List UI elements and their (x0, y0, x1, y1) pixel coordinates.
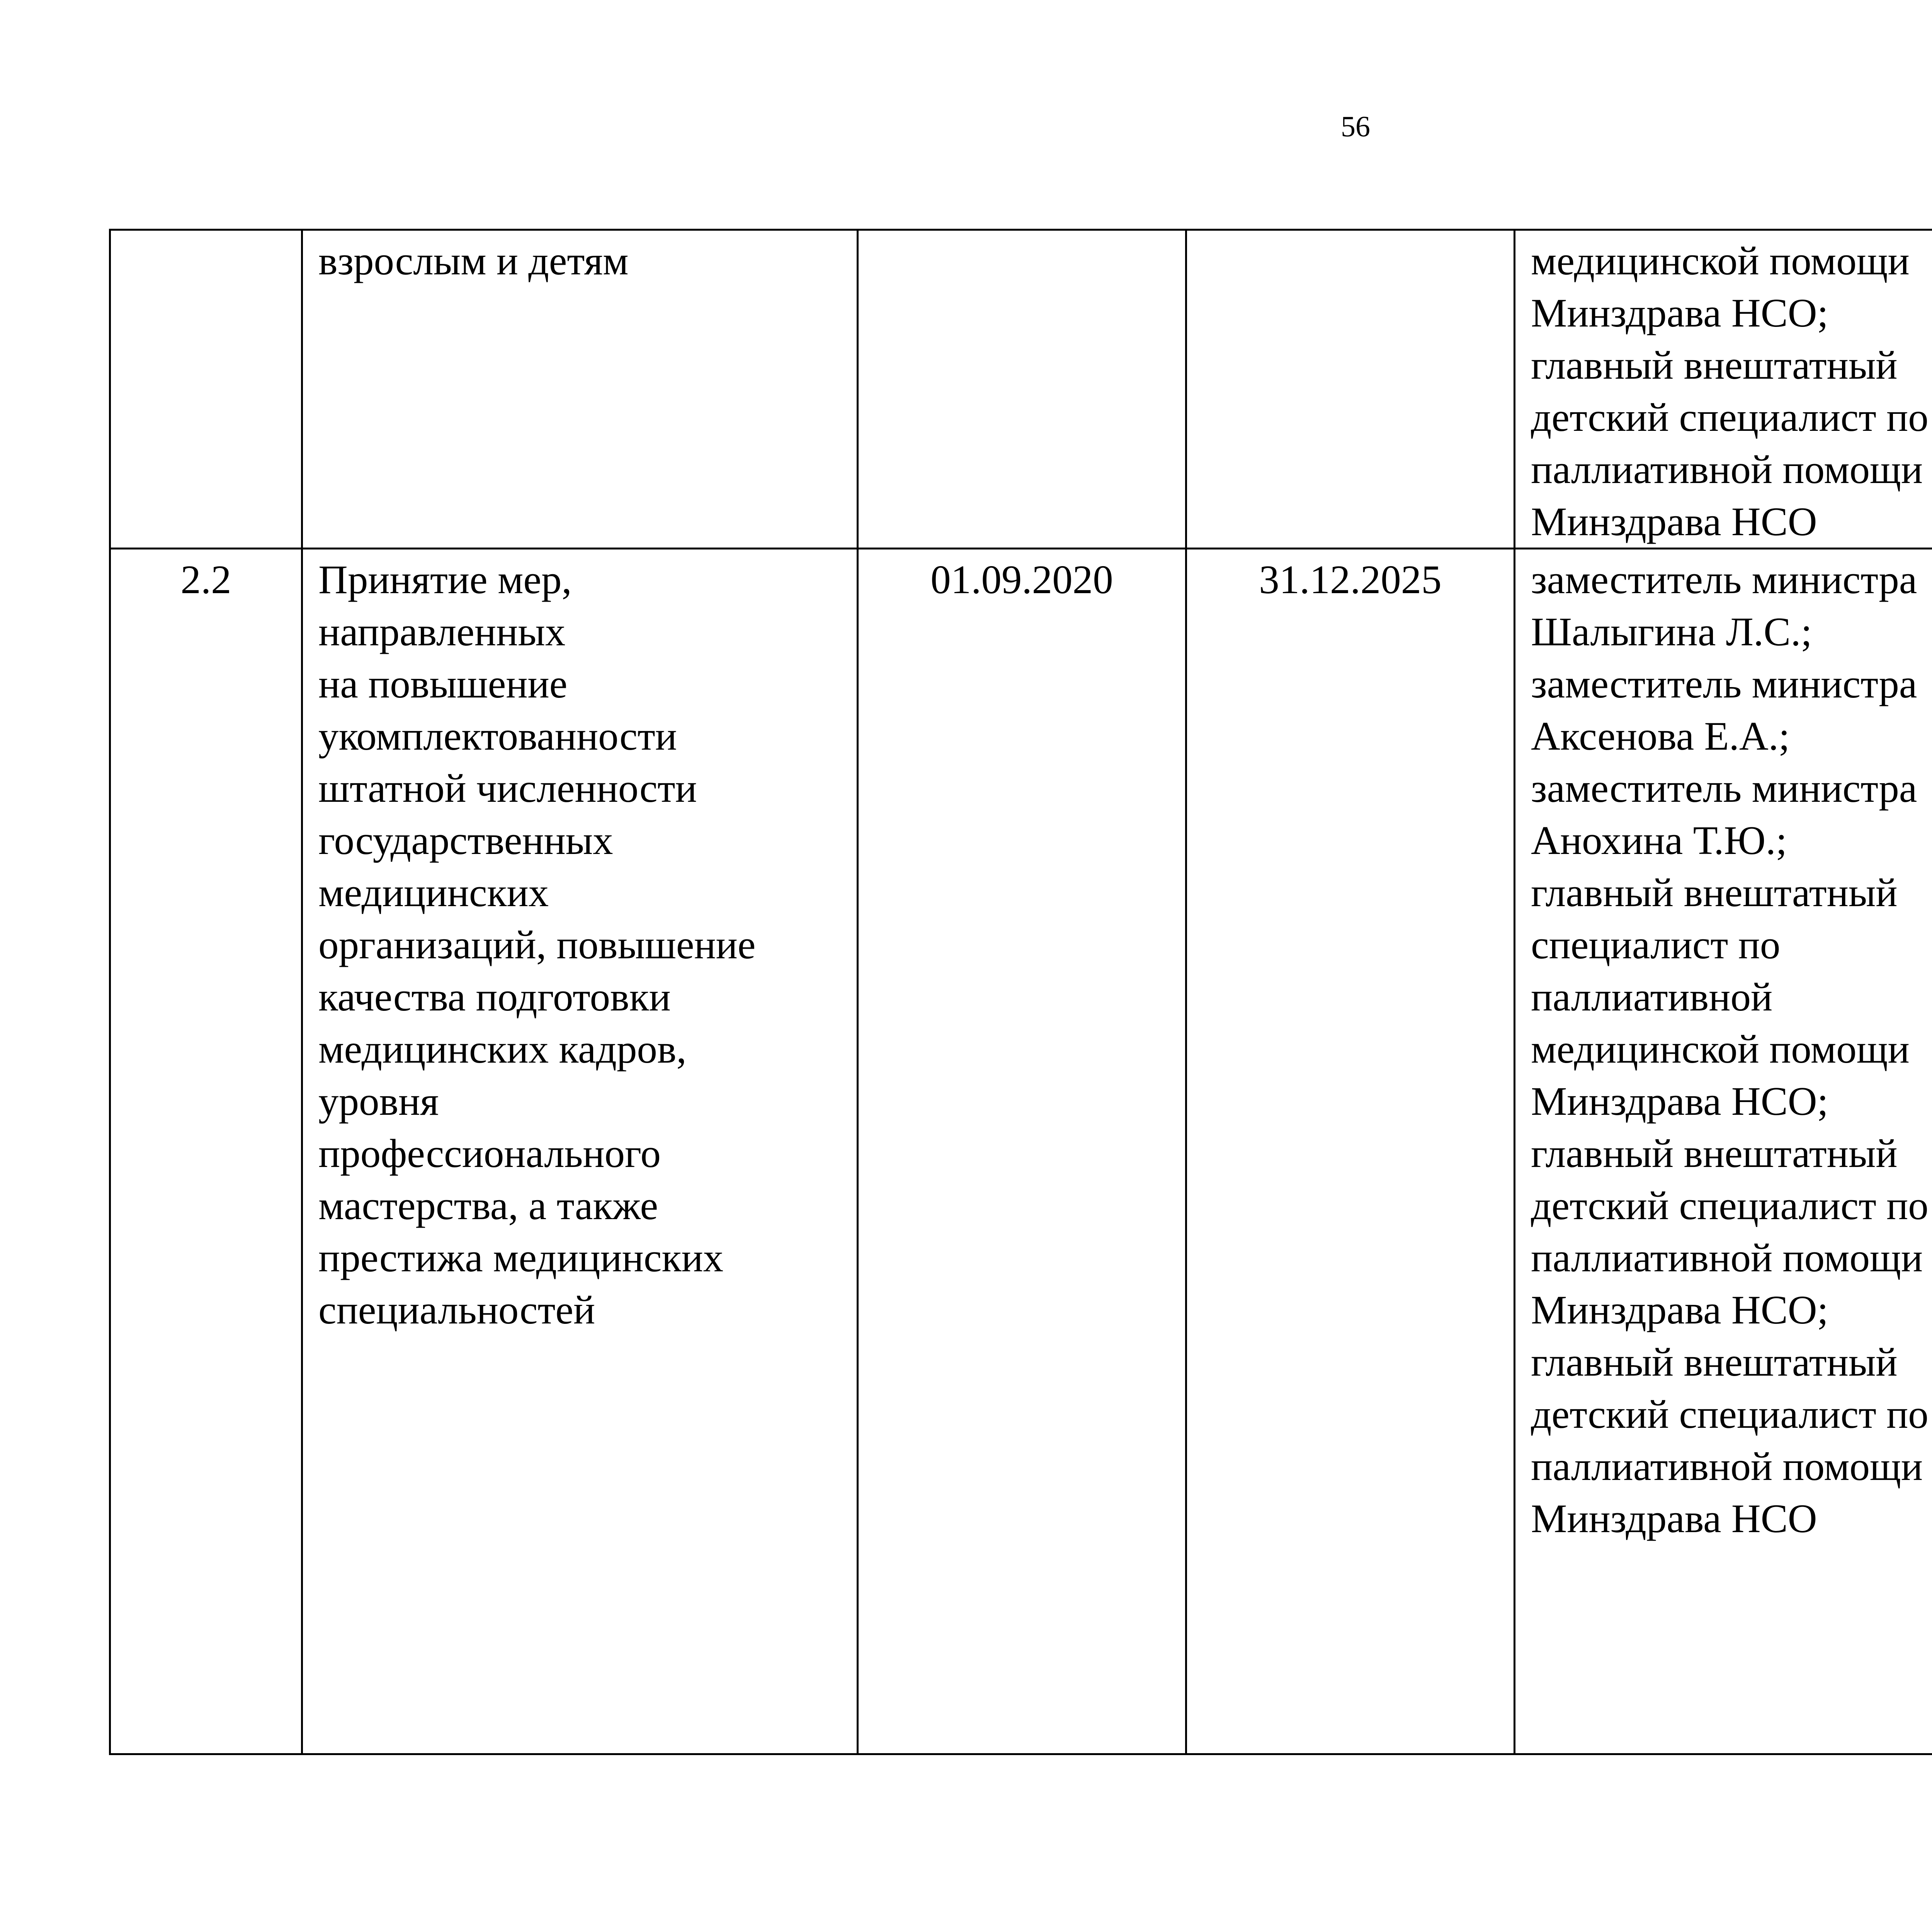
item-number-cell (110, 230, 302, 549)
start-date-cell: 01.09.2020 (858, 549, 1186, 1754)
page-number: 56 (1341, 111, 1370, 143)
action-cell: Принятие мер, направленных на повышение укомплектованности штатной численности государственных медицинских организаций, повышение качества подготовки медицинских кадров, уровня профессионального мастерства, а также престижа медицинских специальностей (302, 549, 858, 1754)
end-date-cell: 31.12.2025 (1186, 549, 1515, 1754)
item-number-cell: 2.2 (110, 549, 302, 1754)
plan-table (109, 229, 1932, 1755)
table-row (110, 230, 1932, 549)
table-row (110, 549, 1932, 1754)
start-date-cell (858, 230, 1186, 549)
responsible-cell: медицинской помощи Минздрава НСО; главный внештатный детский специалист по паллиативной помощи Минздрава НСО (1515, 230, 1932, 549)
responsible-cell: заместитель министра Шалыгина Л.С.; заместитель министра Аксенова Е.А.; заместитель министра Анохина Т.Ю.; главный внештатный специалист по паллиативной медицинской помощи Минздрава НСО; главный внештатный детский специалист по паллиативной помощи Минздрава НСО; главный внештатный детский специалист по паллиативной помощи Минздрава НСО (1515, 549, 1932, 1754)
end-date-cell (1186, 230, 1515, 549)
action-cell: взрослым и детям (302, 230, 858, 549)
